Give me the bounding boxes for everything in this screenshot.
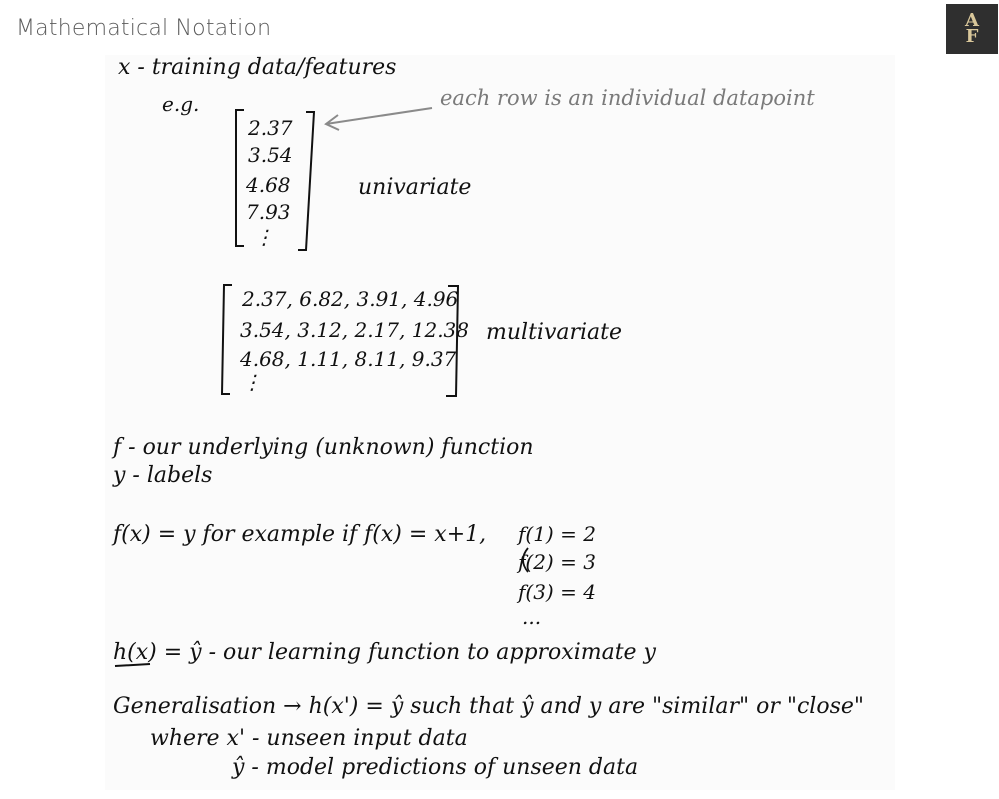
example-value: ... xyxy=(522,605,542,629)
univariate-row: 4.68 xyxy=(246,173,291,197)
example-value: f(2) = 3 xyxy=(518,550,596,574)
multivariate-row: ⋮ xyxy=(242,370,262,394)
univariate-label: univariate xyxy=(358,175,472,200)
univariate-row: 3.54 xyxy=(248,143,293,167)
multivariate-row: 3.54, 3.12, 2.17, 12.38 xyxy=(240,318,469,342)
multivariate-row: 2.37, 6.82, 3.91, 4.96 xyxy=(242,287,459,311)
generalisation-line: Generalisation → h(x') = ŷ such that ŷ and y are "similar" or "close" xyxy=(113,694,865,719)
x-definition: x - training data/features xyxy=(118,55,397,80)
logo-letter-bottom: F xyxy=(965,26,979,47)
multivariate-label: multivariate xyxy=(486,320,623,345)
univariate-row: 2.37 xyxy=(248,116,293,140)
logo-letter-top: A xyxy=(965,10,979,31)
univariate-row: ⋮ xyxy=(254,225,274,249)
handwritten-notes-canvas xyxy=(105,55,895,790)
where-unseen-input: where x' - unseen input data xyxy=(150,726,468,751)
slide-title: Mathematical Notation xyxy=(16,16,272,41)
example-value: f(1) = 2 xyxy=(518,522,596,546)
where-predictions: ŷ - model predictions of unseen data xyxy=(232,755,639,780)
example-value: f(3) = 4 xyxy=(518,580,596,604)
univariate-row: 7.93 xyxy=(246,200,291,224)
fx-example: f(x) = y for example if f(x) = x+1, xyxy=(113,522,487,547)
y-definition: y - labels xyxy=(113,463,213,488)
multivariate-row: 4.68, 1.11, 8.11, 9.37 xyxy=(240,347,457,371)
eg-label: e.g. xyxy=(162,92,200,116)
f-definition: f - our underlying (unknown) function xyxy=(113,435,534,460)
row-annotation: each row is an individual datapoint xyxy=(440,86,815,110)
h-definition: h(x) = ŷ - our learning function to approximate y xyxy=(113,640,656,665)
brand-logo xyxy=(946,4,998,54)
